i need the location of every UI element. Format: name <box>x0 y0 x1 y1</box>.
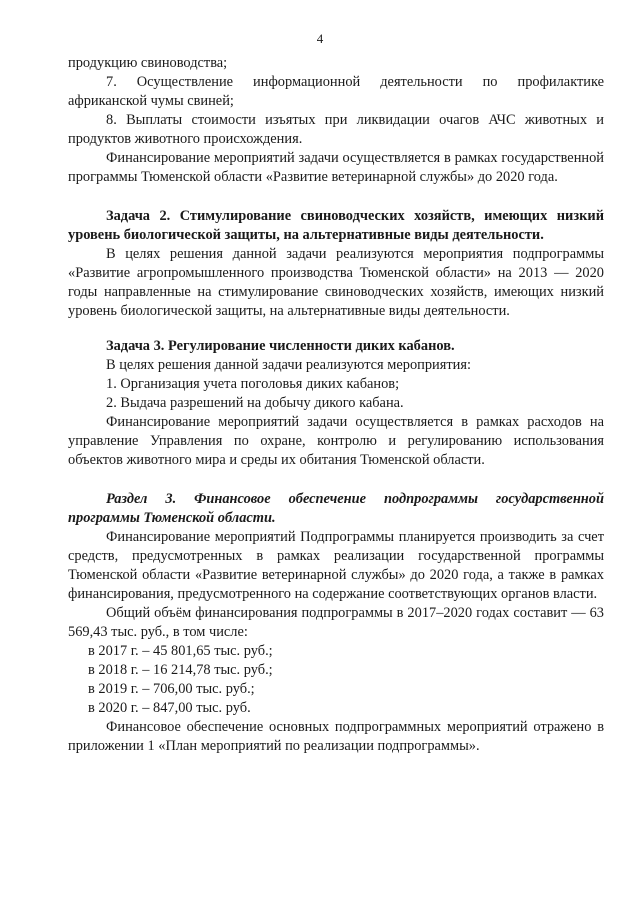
list-item-7: 7. Осуществление информационной деятельности по профилактике африканской чумы свиней; <box>68 74 604 109</box>
financing-year-2018: в 2018 г. – 16 214,78 тыс. руб.; <box>88 662 273 678</box>
page-number: 4 <box>316 31 324 46</box>
heading-task-2: Задача 2. Стимулирование свиноводческих хозяйств, имеющих низкий уровень биологической защиты, на альтернативные виды деятельности. <box>68 208 604 243</box>
paragraph-financing-task3: Финансирование мероприятий задачи осуществляется в рамках расходов на управление Управления по охране, контролю и регулированию использования объектов животного мира и среды их обитания Тюменской области. <box>68 414 604 468</box>
financing-year-2017: в 2017 г. – 45 801,65 тыс. руб.; <box>88 643 273 659</box>
list-item-8: 8. Выплаты стоимости изъятых при ликвидации очагов АЧС животных и продуктов животного происхождения. <box>68 112 604 147</box>
paragraph-section-3-financing: Финансирование мероприятий Подпрограммы планируется производить за счет средств, предусмотренных в рамках реализации государственной программы Тюменской области «Развитие ветеринарной службы» до 2020 года, а также в рамках финансирования, предусмотренного на содержание соответствующих органов власти. <box>68 529 604 602</box>
task-3-item-1: 1. Организация учета поголовья диких кабанов; <box>106 376 400 392</box>
task-3-item-2: 2. Выдача разрешений на добычу дикого кабана. <box>106 395 404 411</box>
heading-task-3: Задача 3. Регулирование численности диких кабанов. <box>106 338 455 354</box>
paragraph-financing-task1: Финансирование мероприятий задачи осуществляется в рамках государственной программы Тюменской области «Развитие ветеринарной службы» до 2020 года. <box>68 150 604 185</box>
paragraph-total-financing: Общий объём финансирования подпрограммы в 2017–2020 годах составит — 63 569,43 тыс. руб., в том числе: <box>68 605 604 640</box>
page-content <box>68 54 604 756</box>
financing-year-2020: в 2020 г. – 847,00 тыс. руб. <box>88 700 251 716</box>
heading-section-3: Раздел 3. Финансовое обеспечение подпрограммы государственной программы Тюменской области. <box>68 491 604 526</box>
financing-year-2019: в 2019 г. – 706,00 тыс. руб.; <box>88 681 255 697</box>
paragraph-continuation: продукцию свиноводства; <box>68 55 228 71</box>
paragraph-task-3-intro: В целях решения данной задачи реализуются мероприятия: <box>106 357 471 373</box>
paragraph-task-2: В целях решения данной задачи реализуются мероприятия подпрограммы «Развитие агропромышленного производства Тюменской области» на 2013 — 2020 годы направленные на стимулирование свиноводческих хозяйств, имеющих низкий уровень биологической защиты, на альтернативные виды деятельности. <box>68 246 604 319</box>
paragraph-appendix-reference: Финансовое обеспечение основных подпрограммных мероприятий отражено в приложении 1 «План мероприятий по реализации подпрограммы». <box>68 719 604 754</box>
